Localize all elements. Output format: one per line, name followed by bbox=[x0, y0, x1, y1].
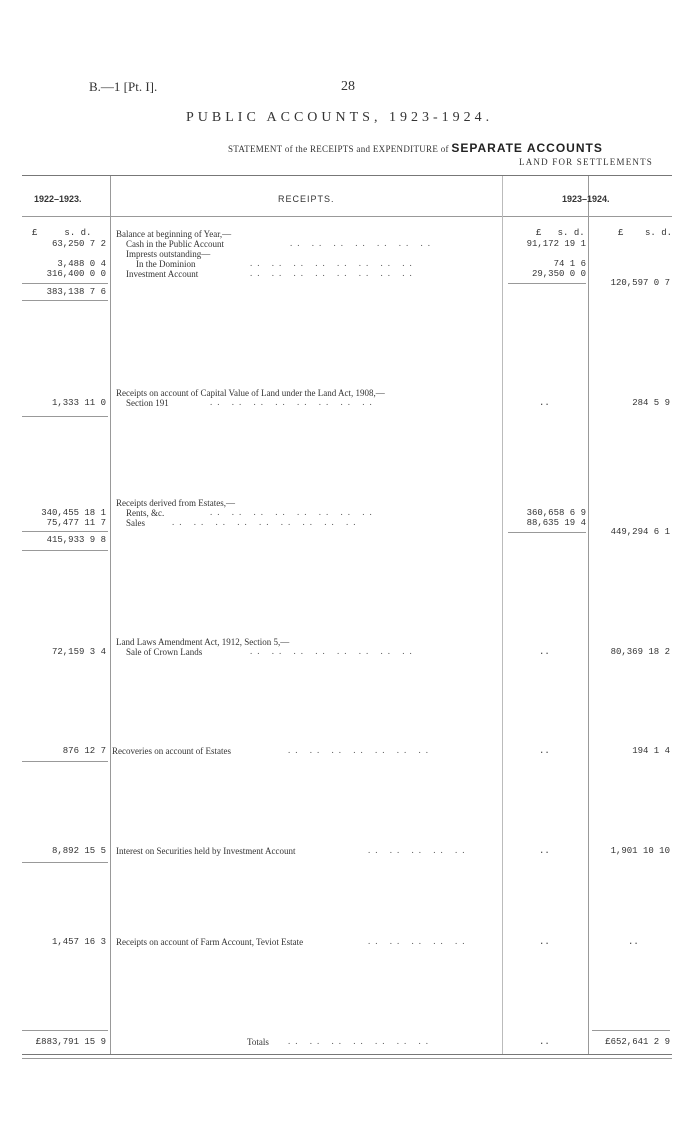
balance-heading: Balance at beginning of Year,— bbox=[116, 229, 232, 239]
dominion-label: In the Dominion bbox=[136, 259, 196, 269]
leader-dots: .. .. .. .. .. .. .. bbox=[290, 238, 435, 248]
curr-estates-total: 449,294 6 1 bbox=[610, 527, 670, 537]
prev-recoveries-value: 876 12 7 bbox=[62, 746, 106, 756]
curr-cash-value: 91,172 19 1 bbox=[526, 239, 586, 249]
curr-farm-sub: .. bbox=[539, 937, 550, 947]
prev-balance-total: 383,138 7 6 bbox=[46, 287, 106, 297]
curr-recoveries-total: 194 1 4 bbox=[632, 746, 670, 756]
prev-dominion-value: 3,488 0 4 bbox=[57, 259, 106, 269]
totals-label: Totals bbox=[247, 1037, 269, 1047]
page-number: 28 bbox=[341, 79, 355, 94]
curr-dominion-value: 74 1 6 bbox=[553, 259, 586, 269]
farm-label: Receipts on account of Farm Account, Teviot Estate bbox=[116, 937, 304, 947]
unit-pound: £ bbox=[536, 228, 542, 238]
table-bottom-rule bbox=[22, 1054, 672, 1055]
curr-laws-total: 80,369 18 2 bbox=[610, 647, 670, 657]
curr-sales-value: 88,635 19 4 bbox=[526, 518, 586, 528]
sales-label: Sales bbox=[126, 518, 145, 528]
unit-pence: d. bbox=[661, 228, 673, 238]
curr-farm-total: .. bbox=[628, 937, 639, 947]
statement-heading bbox=[228, 141, 603, 155]
column-header-curr-year: 1923–1924. bbox=[562, 194, 610, 204]
total-rule bbox=[22, 761, 108, 762]
prev-investment-value: 316,400 0 0 bbox=[46, 269, 106, 279]
capital-label-line1: Receipts on account of Capital Value of Land under the Land Act, 1908,— bbox=[116, 388, 385, 398]
prev-cash-value: 63,250 7 2 bbox=[51, 239, 106, 249]
document-reference: B.—1 [Pt. I]. bbox=[89, 79, 158, 94]
total-rule bbox=[22, 862, 108, 863]
imprests-label: Imprests outstanding— bbox=[126, 249, 211, 259]
subtotal-rule bbox=[22, 283, 108, 284]
leader-dots: .. .. .. .. .. bbox=[368, 936, 470, 946]
subtotal-rule bbox=[22, 531, 108, 532]
rents-label: Rents, &c. bbox=[126, 508, 165, 518]
curr-interest-total: 1,901 10 10 bbox=[610, 846, 670, 856]
unit-heading-prev bbox=[32, 228, 91, 238]
cash-label: Cash in the Public Account bbox=[126, 239, 224, 249]
unit-heading-curr-sub bbox=[536, 228, 585, 238]
grand-total-rule-top bbox=[592, 1030, 670, 1031]
curr-recoveries-sub: .. bbox=[539, 746, 550, 756]
leader-dots: .. .. .. .. .. .. .. bbox=[288, 745, 433, 755]
leader-dots: .. .. .. .. .. .. .. .. bbox=[250, 268, 417, 278]
estates-heading: Receipts derived from Estates,— bbox=[116, 498, 235, 508]
column-divider-right bbox=[588, 176, 589, 1054]
column-divider-middle bbox=[502, 176, 503, 1054]
prev-rents-value: 340,455 18 1 bbox=[41, 508, 106, 518]
curr-laws-sub: .. bbox=[539, 647, 550, 657]
curr-capital-sub: .. bbox=[539, 398, 550, 408]
capital-label-line2: Section 191 bbox=[126, 398, 169, 408]
unit-pound: £ bbox=[32, 228, 38, 238]
prev-capital-value: 1,333 11 0 bbox=[51, 398, 106, 408]
leader-dots: .. .. .. .. .. .. .. .. bbox=[210, 507, 377, 517]
unit-heading-curr-total bbox=[618, 228, 672, 238]
curr-totals-sub: .. bbox=[539, 1037, 550, 1047]
leader-dots: .. .. .. .. .. .. .. .. bbox=[210, 397, 377, 407]
leader-dots: .. .. .. .. .. bbox=[368, 845, 470, 855]
leader-dots: .. .. .. .. .. .. .. .. bbox=[250, 258, 417, 268]
curr-capital-total: 284 5 9 bbox=[632, 398, 670, 408]
unit-pound: £ bbox=[618, 228, 624, 238]
unit-shillings: s. bbox=[557, 228, 569, 238]
statement-emphasis: SEPARATE ACCOUNTS bbox=[451, 141, 603, 155]
column-header-receipts: RECEIPTS. bbox=[278, 194, 335, 204]
curr-grand-total: £652,641 2 9 bbox=[605, 1037, 670, 1047]
curr-balance-total: 120,597 0 7 bbox=[610, 278, 670, 288]
subtotal-rule bbox=[508, 532, 586, 533]
prev-grand-total: £883,791 15 9 bbox=[35, 1037, 106, 1047]
leader-dots: .. .. .. .. .. .. .. .. .. bbox=[172, 517, 361, 527]
table-top-rule bbox=[22, 175, 672, 176]
prev-interest-value: 8,892 15 5 bbox=[51, 846, 106, 856]
page-title: PUBLIC ACCOUNTS, 1923-1924. bbox=[186, 110, 494, 125]
unit-pence: d. bbox=[80, 228, 92, 238]
curr-rents-value: 360,658 6 9 bbox=[526, 508, 586, 518]
table-bottom-rule-double bbox=[22, 1058, 672, 1059]
column-header-prev-year: 1922–1923. bbox=[34, 194, 82, 204]
leader-dots: .. .. .. .. .. .. .. .. bbox=[250, 646, 417, 656]
unit-shillings: s. bbox=[645, 228, 656, 238]
investment-label: Investment Account bbox=[126, 269, 199, 279]
laws-label-line2: Sale of Crown Lands bbox=[126, 647, 203, 657]
total-rule bbox=[22, 416, 108, 417]
statement-subtitle: LAND FOR SETTLEMENTS bbox=[519, 157, 653, 167]
grand-total-rule-top bbox=[22, 1030, 108, 1031]
statement-prefix: STATEMENT of the RECEIPTS and EXPENDITURE of bbox=[228, 144, 449, 154]
column-divider-left bbox=[110, 176, 111, 1054]
recoveries-label: Recoveries on account of Estates bbox=[112, 746, 231, 756]
curr-investment-value: 29,350 0 0 bbox=[531, 269, 586, 279]
laws-label-line1: Land Laws Amendment Act, 1912, Section 5,— bbox=[116, 637, 290, 647]
prev-estates-total: 415,933 9 8 bbox=[46, 535, 106, 545]
unit-pence: d. bbox=[573, 228, 585, 238]
total-rule bbox=[22, 550, 108, 551]
unit-shillings: s. bbox=[64, 228, 76, 238]
prev-sales-value: 75,477 11 7 bbox=[46, 518, 106, 528]
interest-label: Interest on Securities held by Investment Account bbox=[116, 846, 296, 856]
leader-dots: .. .. .. .. .. .. .. bbox=[288, 1036, 433, 1046]
prev-laws-value: 72,159 3 4 bbox=[51, 647, 106, 657]
curr-interest-sub: .. bbox=[539, 846, 550, 856]
subtotal-rule bbox=[508, 283, 586, 284]
header-bottom-rule bbox=[22, 216, 672, 217]
total-rule bbox=[22, 300, 108, 301]
prev-farm-value: 1,457 16 3 bbox=[51, 937, 106, 947]
